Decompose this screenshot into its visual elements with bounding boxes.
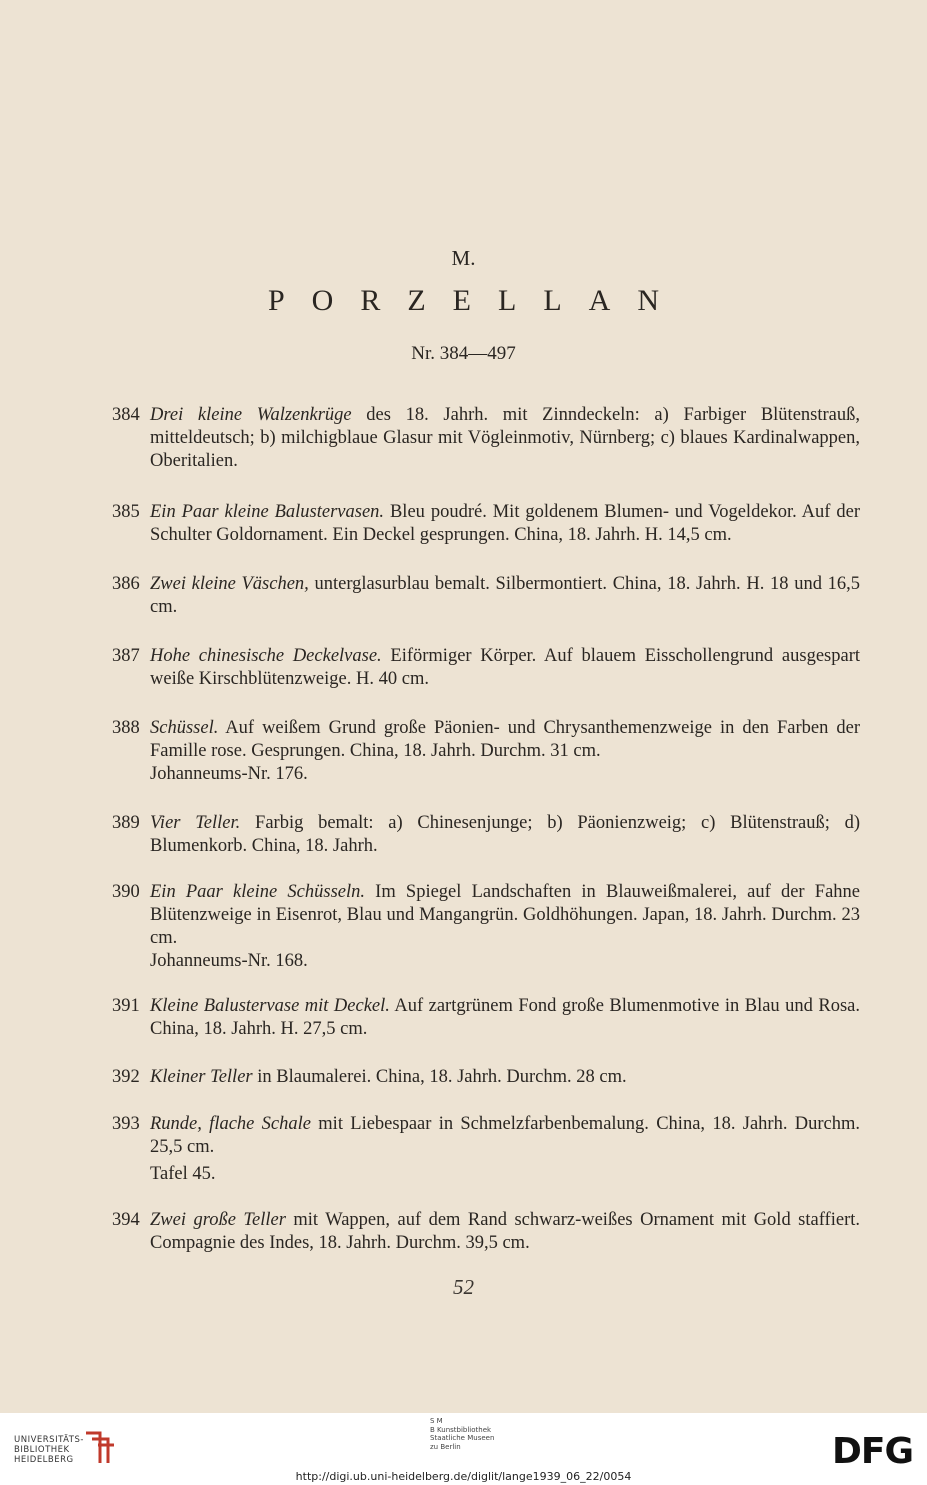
catalog-entry bbox=[112, 1209, 860, 1255]
entry-note: Tafel 45. bbox=[150, 1164, 216, 1184]
entry-title: Schüssel. bbox=[150, 718, 219, 738]
entry-title: Ein Paar kleine Schüsseln. bbox=[150, 882, 365, 902]
section-letter: M. bbox=[451, 246, 476, 270]
entry-title: Kleiner Teller bbox=[150, 1067, 253, 1087]
entry-text: Bleu poudré. Mit goldenem Blumen- und Vogeldekor. Auf der Schulter Goldornament. Ein Deckel gesprungen. China, 18. Jahrh. H. 14,5 cm. bbox=[150, 502, 860, 545]
entry-title: Ein Paar kleine Balustervasen. bbox=[150, 502, 385, 522]
entry-text: unterglasurblau bemalt. Silbermontiert. China, 18. Jahrh. H. 18 und 16,5 cm. bbox=[150, 574, 860, 617]
entry-note: Johanneums-Nr. 176. bbox=[150, 764, 308, 784]
entry-title: Vier Teller. bbox=[150, 813, 241, 833]
section-range: Nr. 384—497 bbox=[411, 343, 516, 364]
digitization-footer bbox=[0, 1413, 927, 1485]
section-title: PORZELLAN bbox=[268, 284, 686, 317]
entry-title: Kleine Balustervase mit Deckel. bbox=[150, 996, 390, 1016]
entry-number: 392 bbox=[112, 1067, 140, 1087]
catalog-entry bbox=[112, 645, 860, 691]
catalog-entry bbox=[112, 812, 860, 858]
entry-title: Drei kleine Walzenkrüge bbox=[150, 405, 352, 425]
entry-number: 385 bbox=[112, 502, 140, 522]
entry-title: Zwei große Teller bbox=[150, 1210, 286, 1230]
entry-number: 390 bbox=[112, 882, 140, 902]
catalog-entry bbox=[112, 404, 860, 473]
entry-text: Farbig bemalt: a) Chinesenjunge; b) Päonienzweig; c) Blütenstrauß; d) Blumenkorb. China, 18. Jahrh. bbox=[150, 813, 860, 856]
catalog-entry bbox=[112, 1066, 860, 1089]
dfg-logo: DFG bbox=[831, 1431, 913, 1472]
entry-title: Hohe chinesische Deckelvase. bbox=[150, 646, 382, 666]
entry-number: 386 bbox=[112, 574, 140, 594]
library-logo-icon bbox=[82, 1429, 116, 1467]
catalog-entry bbox=[112, 995, 860, 1041]
page-number: 52 bbox=[453, 1275, 474, 1299]
entry-number: 384 bbox=[112, 405, 140, 425]
entry-number: 388 bbox=[112, 718, 140, 738]
catalog-entry bbox=[112, 501, 860, 547]
entry-text: Im Spiegel Landschaften in Blauweißmalerei, auf der Fahne Blütenzweige in Eisenrot, Blau und Mangangrün. Goldhöhungen. Japan, 18. Jahrh. Durchm. 23 cm. bbox=[150, 882, 860, 948]
entry-note: Johanneums-Nr. 168. bbox=[150, 951, 308, 971]
museum-stamp: S M B Kunstbibliothek Staatliche Museen zu Berlin bbox=[430, 1417, 495, 1451]
entry-text: des 18. Jahrh. mit Zinndeckeln: a) Farbiger Blütenstrauß, mitteldeutsch; b) milchigblaue Glasur mit Vögleinmotiv, Nürnberg; c) blaues Kardinalwappen, Oberitalien. bbox=[150, 405, 860, 471]
entry-title: Zwei kleine Väschen, bbox=[150, 574, 309, 594]
entry-title: Runde, flache Schale bbox=[150, 1114, 311, 1134]
catalog-entry bbox=[112, 1113, 860, 1186]
entry-number: 391 bbox=[112, 996, 140, 1016]
entry-text: Auf zartgrünem Fond große Blumenmotive in Blau und Rosa. China, 18. Jahrh. H. 27,5 cm. bbox=[150, 996, 861, 1039]
entry-text: Auf weißem Grund große Päonien- und Chrysanthemenzweige in den Farben der Famille rose. Gesprungen. China, 18. Jahrh. Durchm. 31 cm. bbox=[150, 718, 860, 761]
source-url[interactable]: http://digi.ub.uni-heidelberg.de/diglit/lange1939_06_22/0054 bbox=[295, 1470, 632, 1483]
entry-number: 389 bbox=[112, 813, 140, 833]
entry-text: Eiförmiger Körper. Auf blauem Eisschollengrund ausgespart weiße Kirschblütenzweige. H. 40 cm. bbox=[150, 646, 860, 689]
catalog-entry bbox=[112, 573, 860, 619]
catalog-entry bbox=[112, 717, 860, 786]
entry-text: mit Wappen, auf dem Rand schwarz-weißes Ornament mit Gold staffiert. Compagnie des Indes, 18. Jahrh. Durchm. 39,5 cm. bbox=[150, 1210, 860, 1253]
entry-number: 387 bbox=[112, 646, 140, 666]
entry-number: 394 bbox=[112, 1210, 140, 1230]
entry-text: in Blaumalerei. China, 18. Jahrh. Durchm. 28 cm. bbox=[252, 1067, 627, 1087]
library-name: UNIVERSITÄTS- BIBLIOTHEK HEIDELBERG bbox=[14, 1435, 84, 1465]
entry-number: 393 bbox=[112, 1114, 140, 1134]
catalog-entry bbox=[112, 881, 860, 973]
entry-text: mit Liebespaar in Schmelzfarbenbemalung. China, 18. Jahrh. Durchm. 25,5 cm. bbox=[150, 1114, 860, 1157]
